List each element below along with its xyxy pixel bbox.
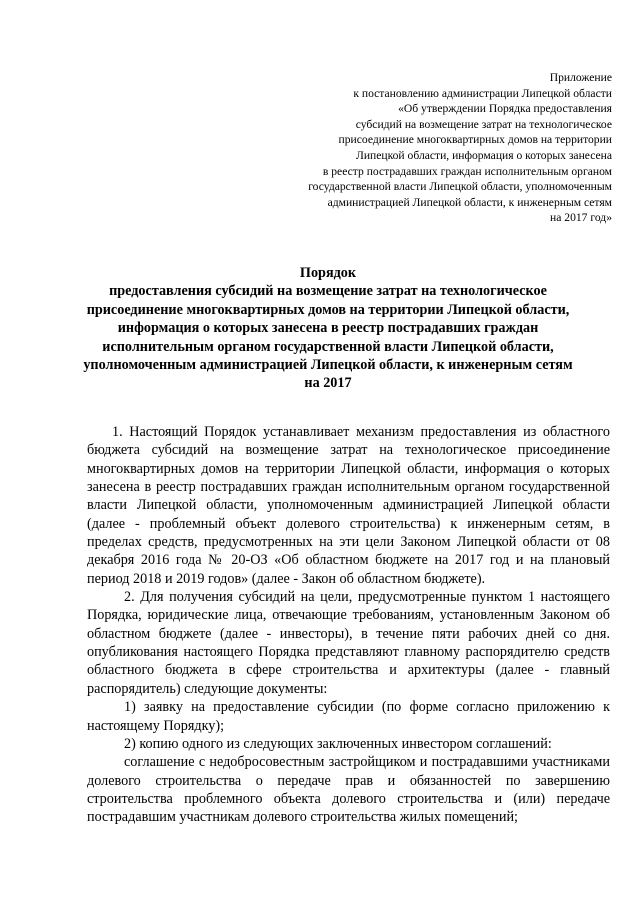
appendix-line: «Об утверждении Порядка предоставления xyxy=(398,102,612,116)
appendix-line: Приложение xyxy=(549,71,612,84)
paragraph-2-item-2: 2) копию одного из следующих заключенных инвестором соглашений: xyxy=(124,735,552,752)
appendix-header xyxy=(282,70,612,226)
document-body xyxy=(87,423,610,827)
appendix-line: государственной власти Липецкой области, уполномоченным xyxy=(308,180,612,194)
title-heading: Порядок xyxy=(299,265,357,281)
appendix-line: на 2017 год» xyxy=(550,211,612,225)
paragraph-1: 1. Настоящий Порядок устанавливает механизм предоставления из областного бюджета субсидий на возмещение затрат на технологическое присоединение многоквартирных домов на территории Липецкой области, информация о которых занесена в реестр пострадавших граждан исполнительным органом государственной власти Липецкой области, уполномоченным администрацией Липецкой области (далее - проблемный объект долевого строительства) к инженерным сетям, в пределах средств, предусмотренных на эти цели Законом Липецкой области от 08 декабря 2016 года № 20-ОЗ «Об областном бюджете на 2017 год и на плановый период 2018 и 2019 годов» (далее - Закон об областном бюджете). xyxy=(87,424,610,587)
title-line: присоединение многоквартирных домов на территории Липецкой области, xyxy=(86,301,570,318)
paragraph-2-item-1: 1) заявку на предоставление субсидии (по форме согласно приложению к настоящему Порядку); xyxy=(87,699,610,734)
document-title xyxy=(56,264,600,393)
appendix-line: администрацией Липецкой области, к инженерным сетям xyxy=(327,195,612,209)
paragraph-2: 2. Для получения субсидий на цели, предусмотренные пунктом 1 настоящего Порядка, юридические лица, отвечающие требованиям, установленным Законом об областном бюджете (далее - инвесторы), в течение пяти рабочих дней со дня. опубликования настоящего Порядка представляют главному распорядителю средств областного бюджета в сфере строительства и архитектуры (далее - главный распорядитель) следующие документы: xyxy=(87,589,610,697)
paragraph-2-agreement: соглашение с недобросовестным застройщиком и пострадавшими участниками долевого строительства о передаче прав и обязанностей по завершению строительства проблемного объекта долевого строительства и (или) передаче пострадавшим участникам долевого строительства жилых помещений; xyxy=(87,754,610,826)
appendix-line: присоединение многоквартирных домов на территории xyxy=(338,133,612,147)
title-line: уполномоченным администрацией Липецкой области, к инженерным сетям xyxy=(83,357,573,374)
appendix-line: к постановлению администрации Липецкой области xyxy=(353,86,612,100)
appendix-line: субсидий на возмещение затрат на технологическое xyxy=(355,117,612,131)
title-line: информация о которых занесена в реестр пострадавших граждан xyxy=(117,320,539,337)
title-line: на 2017 xyxy=(304,375,352,392)
appendix-line: Липецкой области, информация о которых занесена xyxy=(355,148,612,162)
title-line: предоставления субсидий на возмещение затрат на технологическое xyxy=(109,283,547,300)
appendix-line: в реестр пострадавших граждан исполнительным органом xyxy=(322,164,612,178)
title-line: исполнительным органом государственной власти Липецкой области, xyxy=(102,338,554,355)
